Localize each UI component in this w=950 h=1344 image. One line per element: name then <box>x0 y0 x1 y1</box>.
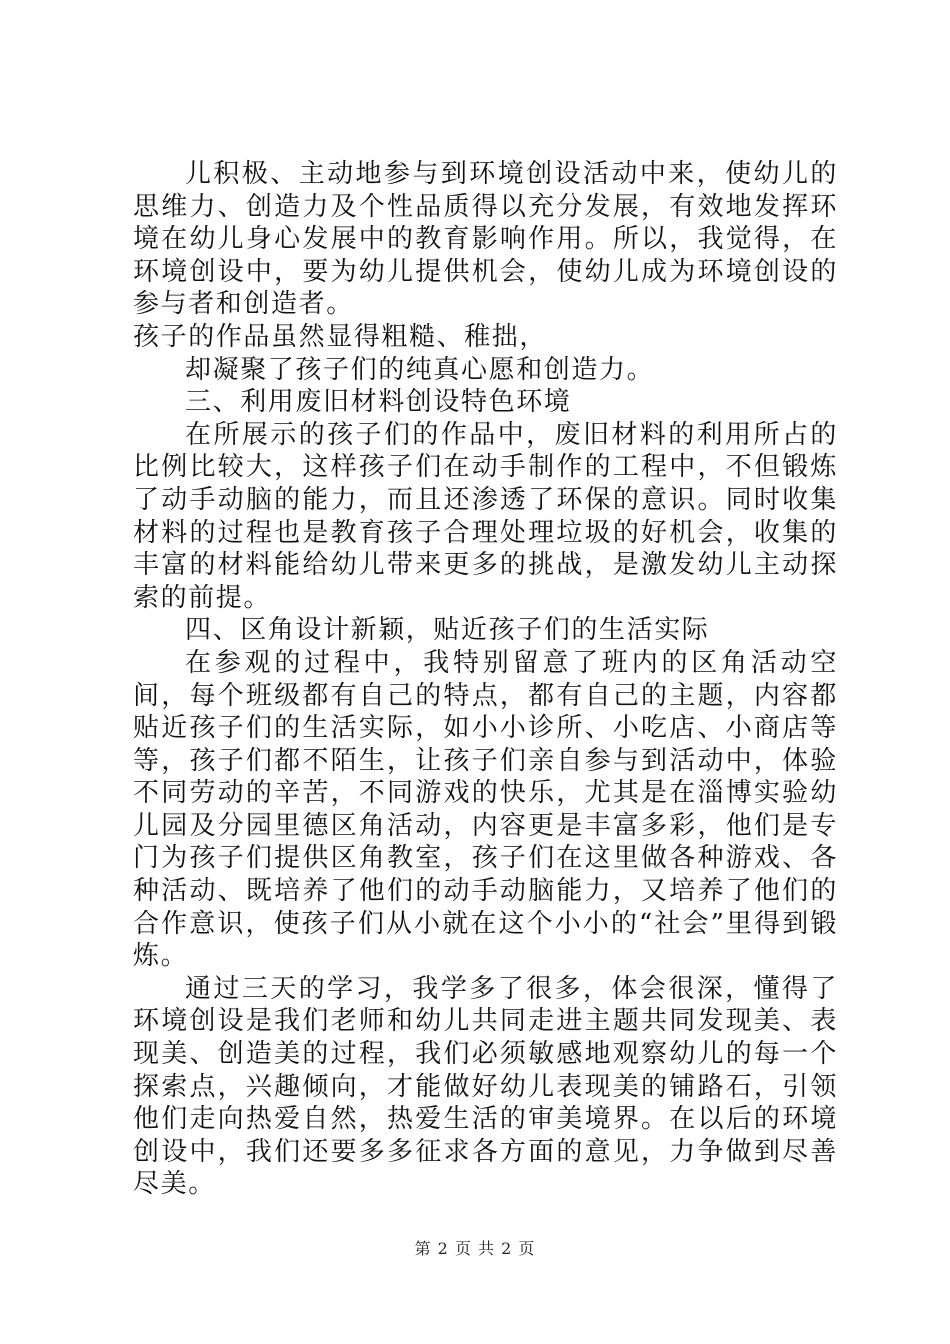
page-number-footer: 第 2 页 共 2 页 <box>414 1239 536 1258</box>
paragraph-waste-materials: 在所展示的孩子们的作品中，废旧材料的利用所占的比例比较大，这样孩子们在动手制作的工程中，不但锻炼了动手动脑的能力，而且还渗透了环保的意识。同时收集材料的过程也是教育孩子合理处理垃圾的好机会，收集的丰富的材料能给幼儿带来更多的挑战，是激发幼儿主动探索的前提。 <box>133 419 838 613</box>
paragraph-corner-activities: 在参观的过程中，我特别留意了班内的区角活动空间，每个班级都有自己的特点，都有自己的主题，内容都贴近孩子们的生活实际，如小小诊所、小吃店、小商店等等，孩子们都不陌生，让孩子们亲自参与到活动中，体验不同劳动的辛苦，不同游戏的快乐，尤其是在淄博实验幼儿园及分园里德区角活动，内容更是丰富多彩，他们是专门为孩子们提供区角教室，孩子们在这里做各种游戏、各种活动、既培养了他们的动手动脑能力，又培养了他们的合作意识，使孩子们从小就在这个小小的“社会”里得到锻炼。 <box>133 647 838 972</box>
section-heading-3: 三、利用废旧材料创设特色环境 <box>185 387 572 418</box>
document-body <box>133 158 838 1201</box>
section-heading-4: 四、区角设计新颖，贴近孩子们的生活实际 <box>185 615 710 646</box>
paragraph-works-rough: 孩子的作品虽然显得粗糙、稚拙， <box>133 321 548 352</box>
paragraph-conclusion: 通过三天的学习，我学多了很多，体会很深，懂得了环境创设是我们老师和幼儿共同走进主题共同发现美、表现美、创造美的过程，我们必须敏感地观察幼儿的每一个探索点，兴趣倾向，才能做好幼儿表现美的铺路石，引领他们走向热爱自然，热爱生活的审美境界。在以后的环境创设中，我们还要多多征求各方面的意见，力争做到尽善尽美。 <box>133 973 838 1200</box>
paragraph-continuation: 儿积极、主动地参与到环境创设活动中来，使幼儿的思维力、创造力及个性品质得以充分发展，有效地发挥环境在幼儿身心发展中的教育影响作用。所以，我觉得，在环境创设中，要为幼儿提供机会，使幼儿成为环境创设的参与者和创造者。 <box>133 159 838 320</box>
paragraph-works-creativity: 却凝聚了孩子们的纯真心愿和创造力。 <box>185 354 655 385</box>
